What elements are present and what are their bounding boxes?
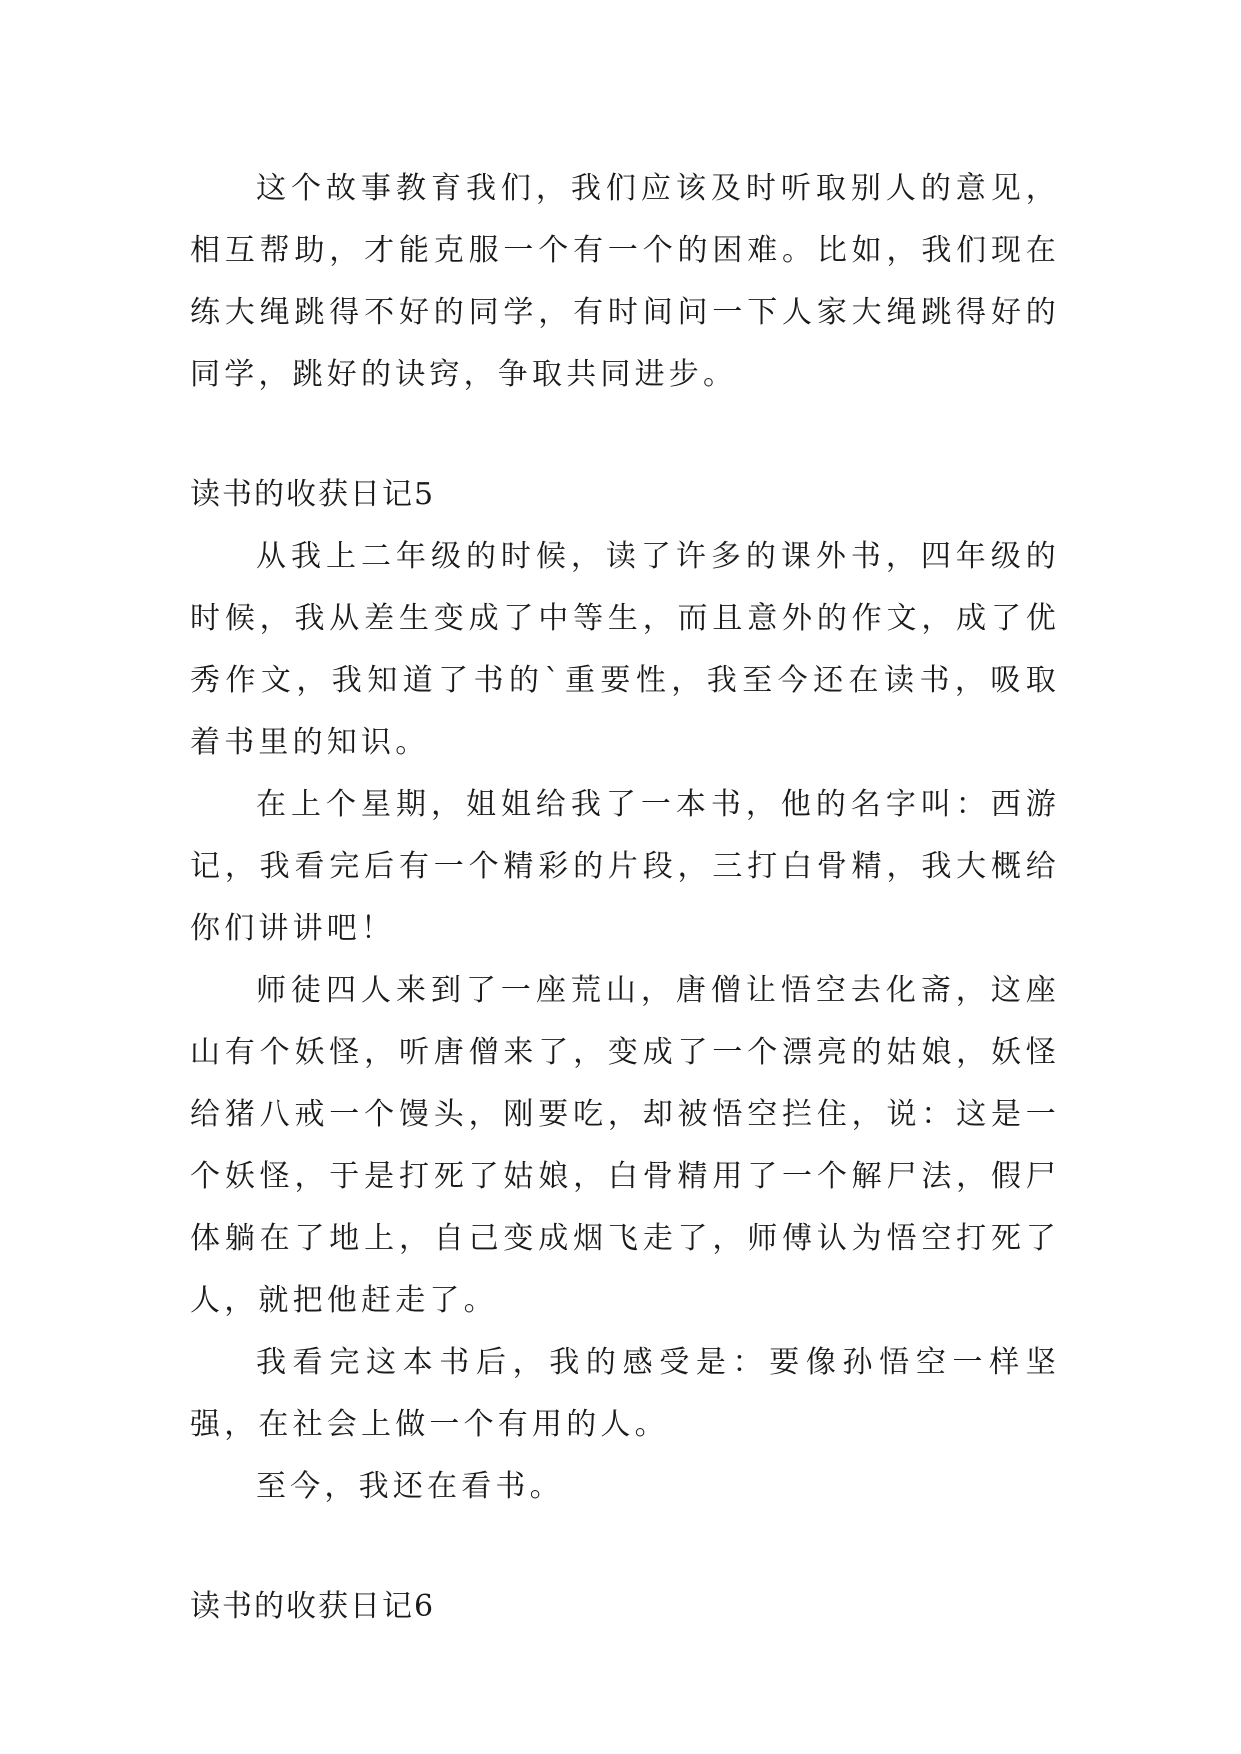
paragraph: 在上个星期，姐姐给我了一本书，他的名字叫：西游记，我看完后有一个精彩的片段，三打白骨精，我大概给你们讲讲吧！ — [190, 787, 1060, 946]
paragraph: 这个故事教育我们，我们应该及时听取别人的意见，相互帮助，才能克服一个有一个的困难。比如，我们现在练大绳跳得不好的同学，有时间问一下人家大绳跳得好的同学，跳好的诀窍，争取共同进步。 — [190, 171, 1060, 392]
paragraph: 我看完这本书后，我的感受是：要像孙悟空一样坚强，在社会上做一个有用的人。 — [190, 1345, 1060, 1442]
document-page — [190, 158, 1060, 1638]
paragraph: 师徒四人来到了一座荒山，唐僧让悟空去化斋，这座山有个妖怪，听唐僧来了，变成了一个漂亮的姑娘，妖怪给猪八戒一个馒头，刚要吃，却被悟空拦住，说：这是一个妖怪，于是打死了姑娘，白骨精用了一个解尸法，假尸体躺在了地上，自己变成烟飞走了，师傅认为悟空打死了人，就把他赶走了。 — [190, 973, 1060, 1318]
paragraph: 至今，我还在看书。 — [256, 1469, 564, 1504]
paragraph: 从我上二年级的时候，读了许多的课外书，四年级的时候，我从差生变成了中等生，而且意外的作文，成了优秀作文，我知道了书的`重要性，我至今还在读书，吸取着书里的知识。 — [190, 539, 1060, 760]
section-heading: 读书的收获日记5 — [190, 477, 436, 512]
section-heading: 读书的收获日记6 — [190, 1589, 436, 1624]
